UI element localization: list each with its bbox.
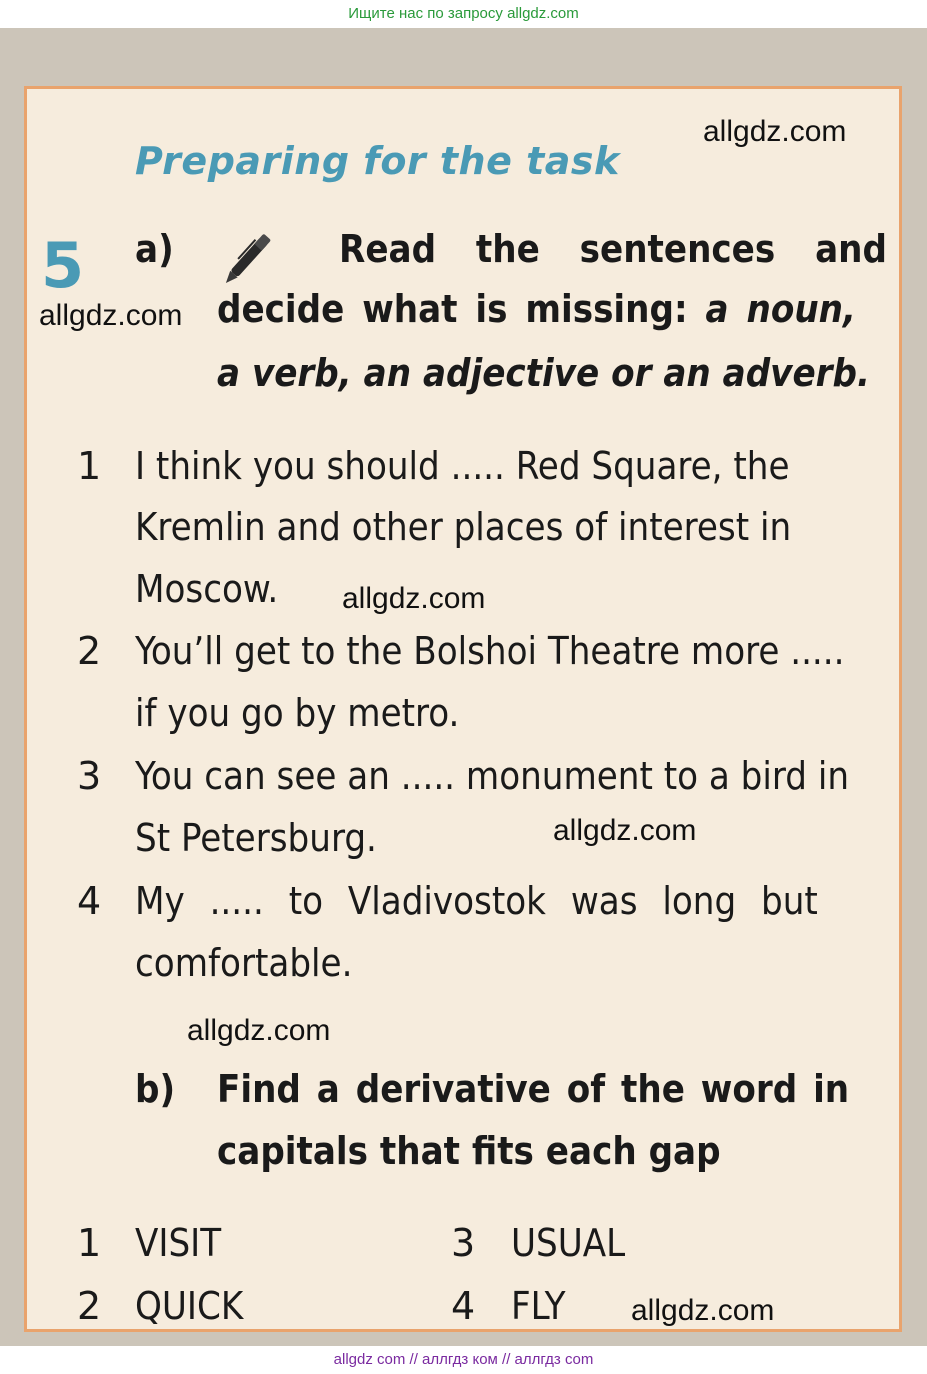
sentence-line: You can see an ..... monument to a bird in <box>135 754 850 798</box>
sentence-number: 3 <box>77 754 102 798</box>
watermark: allgdz.com <box>342 582 486 615</box>
sentence-number: 1 <box>77 444 102 488</box>
sentence-line: if you go by metro. <box>135 691 460 735</box>
watermark: allgdz.com <box>553 814 697 847</box>
capital-word: VISIT <box>135 1221 222 1265</box>
part-b-label: b) <box>135 1067 176 1111</box>
top-banner[interactable]: Ищите нас по запросу allgdz.com <box>348 5 579 22</box>
bottom-banner[interactable]: allgdz com // аллгдз ком // аллгдз com <box>333 1351 594 1368</box>
word: Read <box>339 227 437 271</box>
textbook-page <box>0 28 927 1346</box>
word: sentences <box>579 227 776 271</box>
bleed-through-texture <box>0 38 927 85</box>
part-a-label: a) <box>135 227 174 271</box>
exercise-panel <box>24 86 902 1332</box>
sentence-line: St Petersburg. <box>135 816 377 860</box>
sentence-line: My ..... to Vladivostok was long but <box>135 879 818 923</box>
word: the <box>475 227 540 271</box>
capital-word: FLY <box>511 1284 566 1328</box>
watermark: allgdz.com <box>187 1014 331 1047</box>
word-number: 1 <box>77 1221 102 1265</box>
word-number: 2 <box>77 1284 102 1328</box>
word-number: 4 <box>451 1284 476 1328</box>
word-number: 3 <box>451 1221 476 1265</box>
word: and <box>815 227 887 271</box>
sentence-line: You’ll get to the Bolshoi Theatre more ..... <box>135 629 845 673</box>
part-a-line-3: a verb, an adjective or an adverb. <box>217 351 870 395</box>
sentence-number: 4 <box>77 879 102 923</box>
part-b-line-1: Find a derivative of the word in <box>217 1067 850 1111</box>
part-a-line-1 <box>339 227 887 271</box>
sentence-number: 2 <box>77 629 102 673</box>
capital-word: QUICK <box>135 1284 244 1328</box>
watermark: allgdz.com <box>631 1294 775 1327</box>
sentence-line: Moscow. <box>135 567 279 611</box>
instruction-italic: a noun, <box>705 287 856 331</box>
watermark: allgdz.com <box>39 299 183 332</box>
watermark: allgdz.com <box>703 115 847 148</box>
capital-word: USUAL <box>511 1221 626 1265</box>
section-heading: Preparing for the task <box>135 139 620 183</box>
instruction-text: decide what is missing: <box>217 287 706 331</box>
sentence-line: I think you should ..... Red Square, the <box>135 444 790 488</box>
sentence-line: comfortable. <box>135 941 353 985</box>
part-b-line-2: capitals that fits each gap <box>217 1129 721 1173</box>
pen-icon <box>217 219 287 289</box>
sentence-line: Kremlin and other places of interest in <box>135 505 792 549</box>
exercise-number: 5 <box>41 229 85 302</box>
part-a-line-2 <box>217 287 887 331</box>
